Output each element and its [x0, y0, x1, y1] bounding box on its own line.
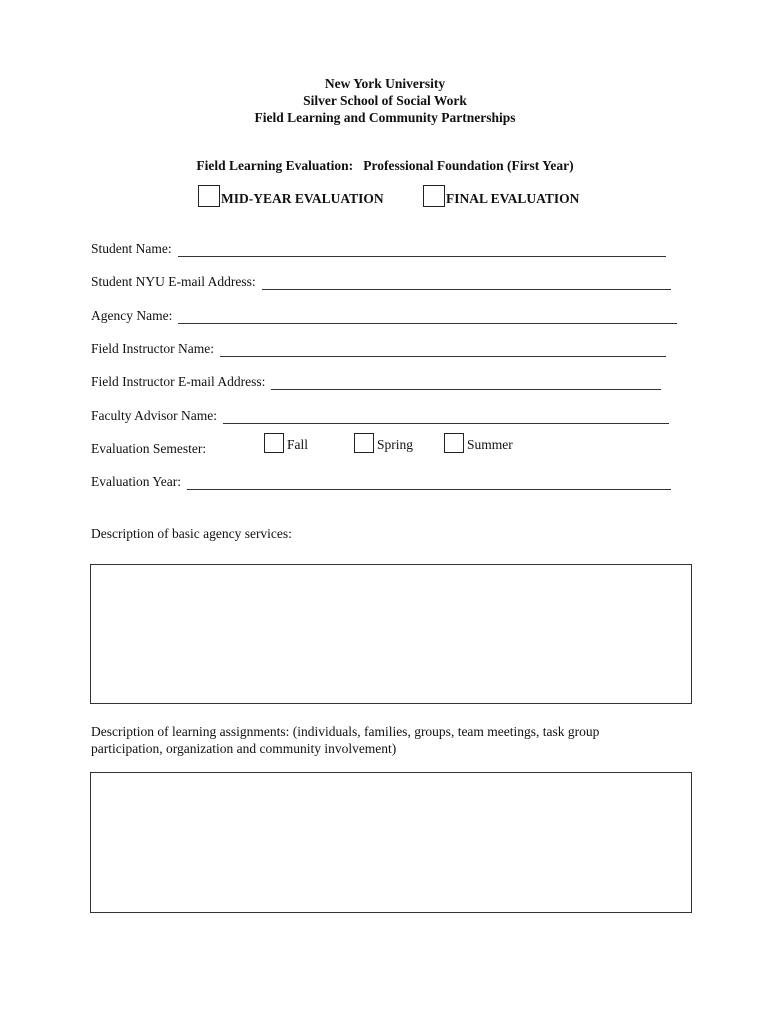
evaluation-year-label: Evaluation Year:	[91, 474, 181, 489]
fall-label: Fall	[287, 437, 309, 452]
agency-name-input[interactable]	[178, 308, 677, 324]
agency-name-row	[91, 308, 677, 324]
final-checkbox[interactable]	[423, 185, 445, 207]
field-instructor-name-row	[91, 341, 666, 357]
agency-services-label: Description of basic agency services:	[91, 526, 292, 541]
student-name-label: Student Name:	[91, 241, 172, 256]
semester-option-summer	[444, 433, 513, 453]
evaluation-year-row	[91, 474, 671, 490]
department-name: Field Learning and Community Partnerships	[254, 110, 516, 125]
university-name: New York University	[324, 76, 446, 91]
evaluation-semester-label: Evaluation Semester:	[91, 441, 207, 456]
agency-name-label: Agency Name:	[91, 308, 173, 323]
agency-services-textbox[interactable]	[90, 564, 692, 704]
student-name-row	[91, 241, 666, 257]
faculty-advisor-name-row	[91, 408, 669, 424]
final-label: FINAL EVALUATION	[446, 191, 580, 206]
field-instructor-name-input[interactable]	[220, 341, 666, 357]
student-email-row	[91, 274, 671, 290]
spring-checkbox[interactable]	[354, 433, 374, 453]
student-email-label: Student NYU E-mail Address:	[91, 274, 256, 289]
field-instructor-email-input[interactable]	[271, 374, 661, 390]
semester-option-spring	[354, 433, 413, 453]
student-email-input[interactable]	[262, 274, 671, 290]
final-evaluation-option	[423, 183, 579, 207]
faculty-advisor-name-input[interactable]	[223, 408, 669, 424]
spring-label: Spring	[377, 437, 414, 452]
field-instructor-email-label: Field Instructor E-mail Address:	[91, 374, 266, 389]
evaluation-semester-row	[91, 441, 206, 457]
learning-assignments-label-line1: Description of learning assignments: (individuals, families, groups, team meetings, task group	[91, 724, 600, 739]
field-instructor-email-row	[91, 374, 661, 390]
form-title: Field Learning Evaluation: Professional Foundation (First Year)	[196, 158, 574, 173]
learning-assignments-textbox[interactable]	[90, 772, 692, 913]
field-instructor-name-label: Field Instructor Name:	[91, 341, 214, 356]
mid-year-evaluation-option	[198, 183, 384, 207]
semester-option-fall	[264, 433, 308, 453]
learning-assignments-label-line2: participation, organization and community involvement)	[91, 741, 397, 756]
summer-label: Summer	[467, 437, 513, 452]
evaluation-year-input[interactable]	[187, 474, 671, 490]
student-name-input[interactable]	[178, 241, 666, 257]
summer-checkbox[interactable]	[444, 433, 464, 453]
fall-checkbox[interactable]	[264, 433, 284, 453]
faculty-advisor-name-label: Faculty Advisor Name:	[91, 408, 217, 423]
mid-year-checkbox[interactable]	[198, 185, 220, 207]
mid-year-label: MID-YEAR EVALUATION	[221, 191, 384, 206]
school-name: Silver School of Social Work	[303, 93, 467, 108]
